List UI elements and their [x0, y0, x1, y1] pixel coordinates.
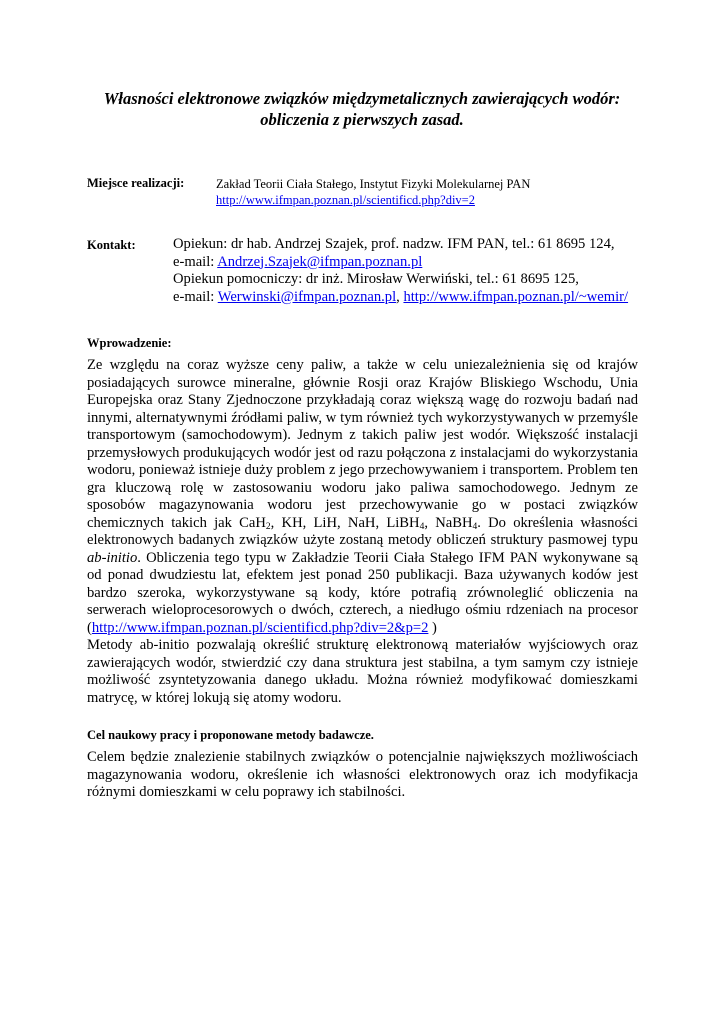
assistant-email-link[interactable]: Werwinski@ifmpan.poznan.pl	[217, 288, 397, 305]
goal-line: Celem będzie znalezienie stabilnych związków o potencjalnie największych możliwościach	[87, 749, 638, 765]
text-run: , NaBH	[424, 514, 473, 531]
text-run: (	[87, 619, 92, 636]
contact-supervisor: Opiekun: dr hab. Andrzej Szajek, prof. nadzw. IFM PAN, tel.: 61 8695 124,	[173, 236, 615, 252]
intro-line: Europejska oraz Stany Zjednoczone przykładają coraz większą wagę do rozwoju badań nad	[87, 392, 638, 408]
text-run: . Obliczenia tego typu w Zakładzie Teorii Ciała Stałego IFM PAN wykonywane są	[137, 549, 638, 566]
intro-line: innymi, alternatywnymi źródłami paliw, w tym również tych wykorzystywanych w przemyśle	[87, 409, 638, 426]
contact-email-line-1	[173, 254, 422, 272]
intro-paragraph	[87, 357, 638, 707]
location-institution: Zakład Teorii Ciała Stałego, Instytut Fizyki Molekularnej PAN	[216, 177, 531, 191]
subscript: 4	[419, 521, 425, 532]
text-run: , KH, LiH, NaH, LiBH	[270, 514, 420, 531]
intro-line: przemysłowych produkujących wodór jest od razu połączona z instalacjami do wykorzystania	[87, 444, 638, 461]
supervisor-email-link[interactable]: Andrzej.Szajek@ifmpan.poznan.pl	[217, 253, 423, 270]
assistant-homepage-link[interactable]: http://www.ifmpan.poznan.pl/~wemir/	[403, 288, 629, 305]
intro-line: serwerach wieloprocesorowych o dwóch, czterech, a niedługo ośmiu rdzeniach na procesor	[87, 602, 638, 618]
location-url-link[interactable]: http://www.ifmpan.poznan.pl/scientificd.php?div=2	[216, 193, 475, 207]
subscript: 2	[265, 521, 271, 532]
intro-line: zawierających wodór, stwierdzić czy dana struktura jest stabilna, a tym samym czy istnieje	[87, 654, 638, 671]
intro-line-link	[87, 620, 638, 638]
intro-line: matrycę, w której lokują się atomy wodoru.	[87, 689, 342, 706]
intro-heading: Wprowadzenie:	[87, 336, 172, 350]
intro-line-formulas	[87, 515, 638, 533]
italic-term: ab-initio	[87, 549, 138, 566]
text-run: )	[428, 619, 437, 636]
email-prefix: e-mail:	[173, 288, 218, 305]
intro-line: wodoru, ponieważ istnieje duży problem z jego przechowywaniem i transportem. Problem ten	[87, 462, 638, 478]
intro-line: bardzo szeroka, wykorzystywane są kody, które potrafią zrównoleglić obliczenia na	[87, 584, 638, 601]
intro-line: Metody ab-initio pozwalają określić strukturę elektronową materiałów wyjściowych oraz	[87, 637, 638, 653]
intro-line	[87, 550, 638, 568]
intro-line: sposobów magazynowania wodoru jest przechowywanie go w postaci związków	[87, 497, 638, 513]
title-line-1: Własności elektronowe związków międzymetalicznych zawierających wodór:	[103, 89, 621, 108]
intro-line: możliwość zsyntetyzowania danego układu. Można również modyfikować domieszkami	[87, 672, 638, 688]
scientific-url-link[interactable]: http://www.ifmpan.poznan.pl/scientificd.php?div=2&p=2	[91, 619, 429, 636]
goal-line: różnymi domieszkami w celu poprawy ich stabilności.	[87, 784, 406, 800]
goal-heading: Cel naukowy pracy i proponowane metody badawcze.	[87, 728, 374, 742]
separator: ,	[396, 288, 404, 305]
location-label: Miejsce realizacji:	[87, 176, 185, 190]
goal-line: magazynowania wodoru, określenie ich własności elektronowych oraz ich modyfikacja	[87, 766, 638, 783]
title-line-2: obliczenia z pierwszych zasad.	[260, 110, 464, 129]
intro-line: gra kluczową rolę w zastosowaniu wodoru jako paliwa samochodowego. Jednym ze	[87, 479, 638, 496]
subscript: 4	[472, 521, 478, 532]
intro-line: Ze względu na coraz wyższe ceny paliw, a także w celu uniezależnienia się od krajów	[87, 357, 638, 373]
contact-label: Kontakt:	[87, 238, 136, 252]
intro-line: elektronowych badanych związków użyte zostaną metody obliczeń struktury pasmowej typu	[87, 532, 638, 548]
text-run: . Do określenia własności	[477, 514, 638, 531]
contact-email-line-2	[173, 289, 628, 307]
contact-assistant: Opiekun pomocniczy: dr inż. Mirosław Werwiński, tel.: 61 8695 125,	[173, 271, 579, 287]
document-title	[60, 88, 664, 130]
intro-line: posiadających surowce mineralne, głównie Rosji oraz Krajów Bliskiego Wschodu, Unia	[87, 374, 638, 391]
text-run: chemicznych takich jak CaH	[87, 514, 266, 531]
intro-line: od ponad dwudziestu lat, efektem jest ponad 250 publikacji. Baza używanych kodów jest	[87, 567, 638, 583]
intro-line: transportowym (samochodowym). Jednym z takich paliw jest wodór. Większość instalacji	[87, 427, 638, 443]
email-prefix: e-mail:	[173, 253, 218, 270]
goal-paragraph	[87, 749, 638, 802]
